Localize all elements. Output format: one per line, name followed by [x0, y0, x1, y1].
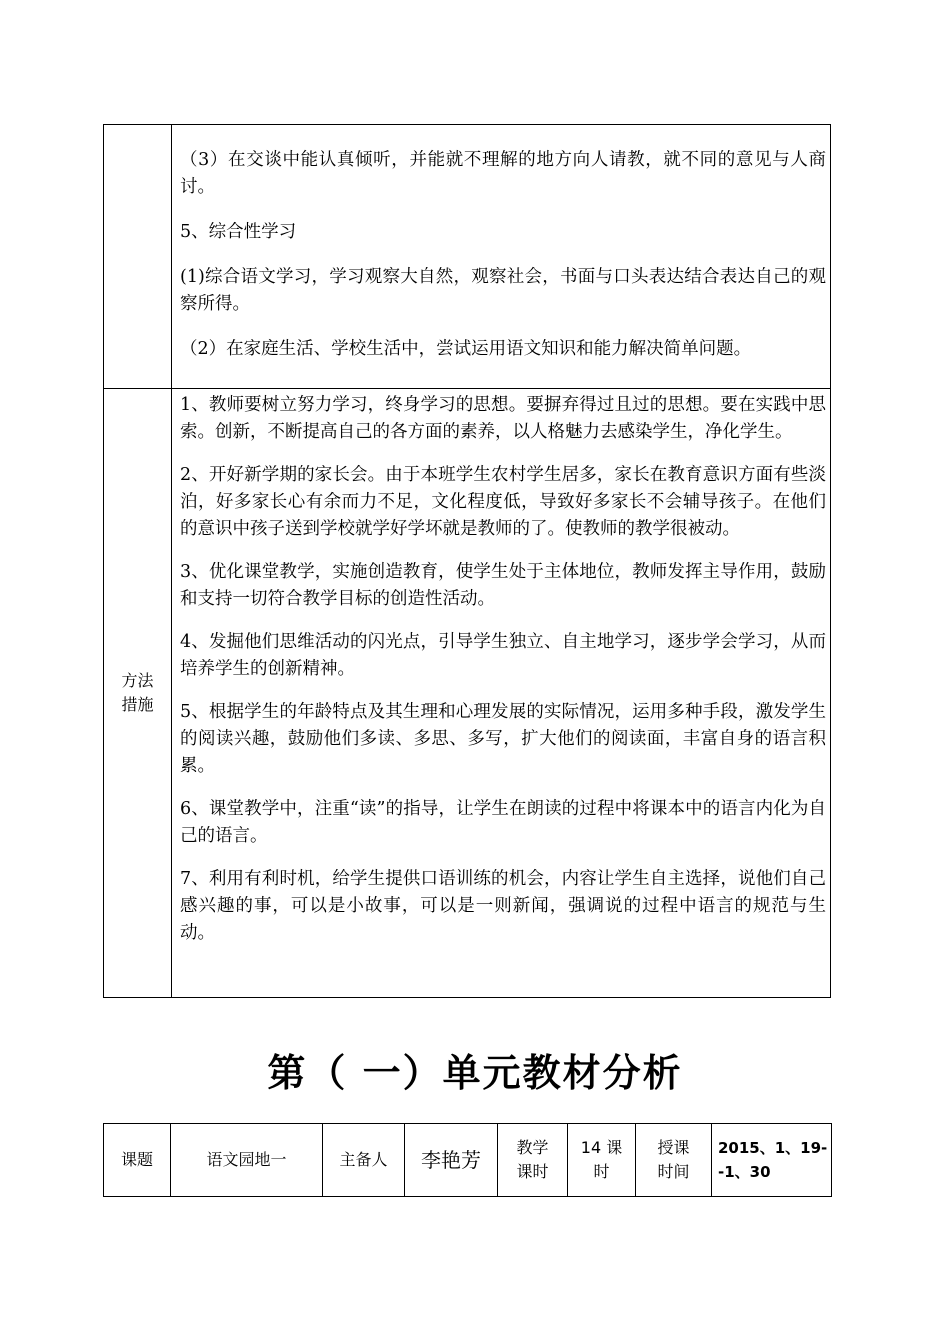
unit-info-table	[103, 1123, 832, 1197]
time-value-line: -1、30	[718, 1163, 771, 1181]
methods-paragraph: 5、根据学生的年龄特点及其生理和心理发展的实际情况，运用多种手段，激发学生的阅读兴趣，鼓励他们多读、多思、多写，扩大他们的阅读面，丰富自身的语言积累。	[180, 702, 826, 776]
preparer-label: 主备人	[323, 1124, 405, 1197]
goals-paragraph: （3）在交谈中能认真倾听，并能就不理解的地方向人请教，就不同的意见与人商讨。	[180, 150, 826, 197]
column-divider	[171, 125, 172, 997]
hours-label-line: 课时	[516, 1162, 549, 1181]
row-divider	[104, 388, 830, 389]
time-value-line: 2015、1、19-	[718, 1139, 828, 1157]
time-label	[636, 1124, 712, 1197]
time-label-line: 授课	[657, 1138, 690, 1157]
goals-paragraph: (1)综合语文学习，学习观察大自然，观察社会，书面与口头表达结合表达自己的观察所得。	[180, 267, 826, 314]
hours-value	[568, 1124, 636, 1197]
methods-paragraph: 4、发掘他们思维活动的闪光点，引导学生独立、自主地学习，逐步学会学习，从而培养学生的创新精神。	[180, 632, 826, 679]
methods-paragraph: 3、优化课堂教学，实施创造教育，使学生处于主体地位，教师发挥主导作用，鼓励和支持一切符合教学目标的创造性活动。	[180, 562, 826, 609]
methods-paragraph: 7、利用有利时机，给学生提供口语训练的机会，内容让学生自主选择，说他们自己感兴趣的事，可以是小故事，可以是一则新闻，强调说的过程中语言的规范与生动。	[180, 869, 826, 943]
hours-label-line: 教学	[516, 1138, 549, 1157]
methods-paragraph: 1、教师要树立努力学习，终身学习的思想。要摒弃得过且过的思想。要在实践中思索。创新，不断提高自己的各方面的素养，以人格魅力去感染学生，净化学生。	[180, 395, 826, 442]
plan-table	[103, 124, 831, 998]
time-value	[712, 1124, 832, 1197]
unit-heading: 第（ 一）单元教材分析	[267, 1051, 683, 1095]
hours-label	[498, 1124, 568, 1197]
topic-value: 语文园地一	[171, 1124, 323, 1197]
methods-label	[104, 388, 171, 997]
hours-value-line: 14 课	[580, 1138, 623, 1157]
hours-value-line: 时	[593, 1162, 610, 1181]
methods-cell	[180, 392, 826, 963]
methods-label-line: 方法	[121, 670, 154, 690]
preparer-value: 李艳芳	[405, 1124, 498, 1197]
goals-paragraph: （2）在家庭生活、学校生活中，尝试运用语文知识和能力解决简单问题。	[180, 339, 752, 359]
time-label-line: 时间	[657, 1162, 690, 1181]
methods-label-line: 措施	[121, 694, 154, 714]
methods-paragraph: 2、开好新学期的家长会。由于本班学生农村学生居多，家长在教育意识方面有些淡泊，好多家长心有余而力不足，文化程度低，导致好多家长不会辅导孩子。在他们的意识中孩子送到学校就学好学坏就是教师的了。使教师的教学很被动。	[180, 465, 826, 539]
topic-label: 课题	[104, 1124, 171, 1197]
goals-paragraph: 5、综合性学习	[180, 222, 297, 242]
methods-paragraph: 6、课堂教学中，注重“读”的指导，让学生在朗读的过程中将课本中的语言内化为自己的语言。	[180, 799, 826, 846]
goals-cell	[180, 147, 826, 381]
table-row	[104, 1124, 832, 1197]
